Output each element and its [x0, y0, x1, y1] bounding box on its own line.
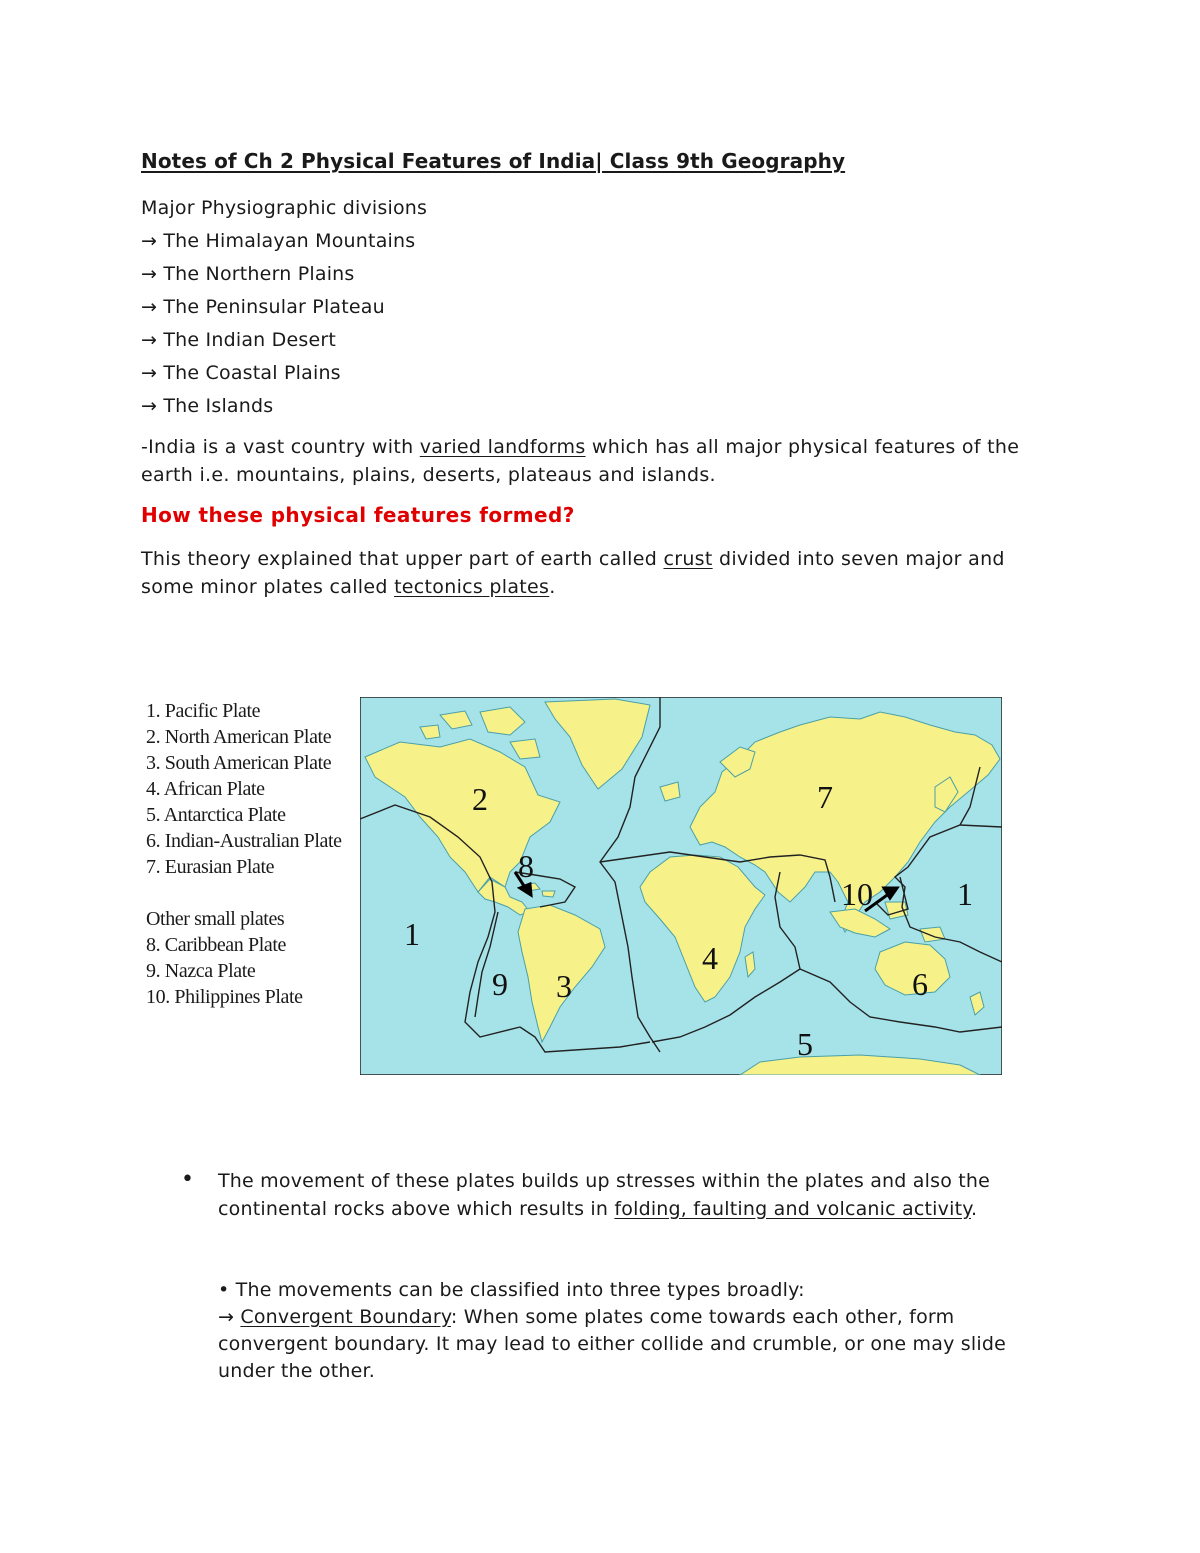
division-item: → The Northern Plains	[141, 263, 355, 285]
convergent-definition	[218, 1304, 1068, 1385]
plate-label: 1	[404, 916, 420, 952]
legend-item: 10. Philippines Plate	[146, 986, 303, 1008]
page-title: Notes of Ch 2 Physical Features of India| Class 9th Geography	[141, 149, 846, 173]
legend-item: 4. African Plate	[146, 778, 265, 800]
plate-label: 7	[817, 779, 833, 815]
bullet-underlined-term: folding, faulting and volcanic activity	[614, 1197, 971, 1220]
section-heading: How these physical features formed?	[141, 503, 575, 527]
legend-item: 1. Pacific Plate	[146, 700, 261, 722]
plate-label: 1	[957, 876, 973, 912]
tectonic-plates-map	[360, 697, 1002, 1075]
convergent-text: : When some plates come towards each other, form convergent boundary. It may lead to either collide and crumble, or one may slide under the other.	[218, 1306, 1006, 1382]
intro-text-end: which has all major physical features of the earth i.e. mountains, plains, deserts, plateaus and islands.	[141, 436, 1020, 486]
plate-label: 10	[841, 876, 873, 912]
theory-text-mid: divided into seven major and some minor plates called	[141, 548, 1005, 598]
division-item: → The Coastal Plains	[141, 362, 341, 384]
theory-paragraph	[141, 546, 1061, 601]
legend-item: 9. Nazca Plate	[146, 960, 256, 982]
crust-term: crust	[663, 548, 713, 570]
plate-legend	[146, 698, 342, 1010]
legend-item: 3. South American Plate	[146, 752, 332, 774]
plate-label: 2	[472, 781, 488, 817]
legend-item: 2. North American Plate	[146, 726, 332, 748]
intro-paragraph	[141, 434, 1061, 489]
plate-label: 3	[556, 968, 572, 1004]
division-item: → The Himalayan Mountains	[141, 230, 416, 252]
theory-text: This theory explained that upper part of earth called	[141, 548, 664, 570]
legend-item: 7. Eurasian Plate	[146, 856, 275, 878]
plate-label: 4	[702, 940, 718, 976]
legend-item: 5. Antarctica Plate	[146, 804, 286, 826]
intro-text: -India is a vast country with	[141, 436, 420, 458]
legend-item: 8. Caribbean Plate	[146, 934, 286, 956]
plate-label: 5	[797, 1026, 813, 1062]
legend-minor-heading: Other small plates	[146, 908, 285, 930]
classification-intro: • The movements can be classified into three types broadly:	[218, 1279, 805, 1301]
intro-underlined-term: varied landforms	[419, 436, 586, 458]
division-item: → The Indian Desert	[141, 329, 337, 351]
convergent-term: Convergent Boundary	[240, 1306, 451, 1328]
theory-text-end: .	[549, 575, 556, 598]
arrow-glyph: →	[218, 1306, 241, 1328]
plate-label: 8	[518, 848, 534, 884]
bullet-text-end: .	[970, 1197, 978, 1220]
bullet-icon: •	[181, 1167, 194, 1192]
division-item: → The Islands	[141, 395, 274, 417]
classification-block	[218, 1277, 1068, 1385]
division-item: → The Peninsular Plateau	[141, 296, 385, 318]
bullet-text: The movement of these plates builds up stresses within the plates and also the continental rocks above which results in	[218, 1170, 991, 1220]
bullet-paragraph	[218, 1168, 1058, 1223]
plate-label: 6	[912, 966, 928, 1002]
tectonic-plates-term: tectonics plates	[394, 575, 550, 598]
divisions-heading: Major Physiographic divisions	[141, 197, 428, 219]
plate-label: 9	[492, 966, 508, 1002]
legend-item: 6. Indian-Australian Plate	[146, 830, 342, 852]
